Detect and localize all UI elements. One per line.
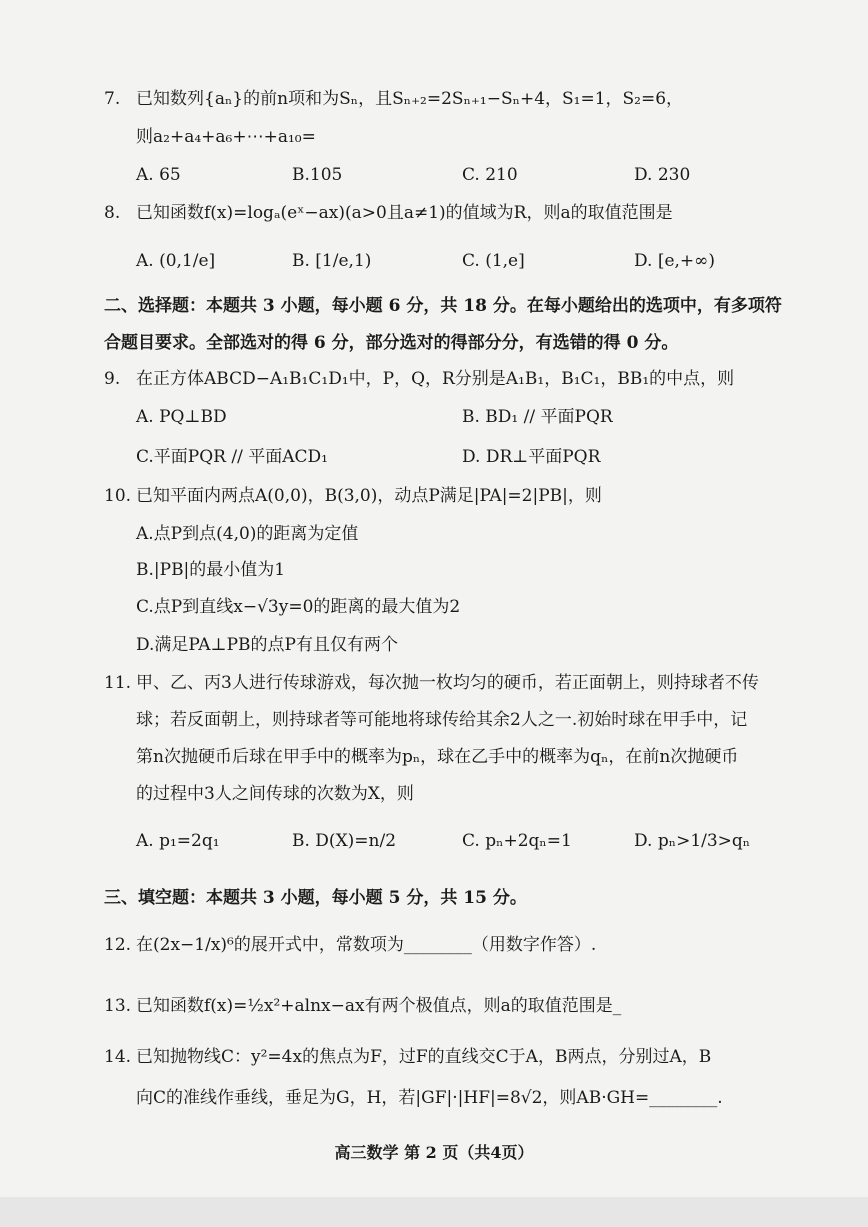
question-11-option-b: B. D(X)=n/2	[292, 831, 397, 851]
section-2-heading: 二、选择题：本题共 3 小题，每小题 6 分，共 18 分。在每小题给出的选项中，有多项符	[104, 296, 782, 316]
question-11-text-2: 球；若反面朝上，则持球者等可能地将球传给其余2人之一.初始时球在甲手中，记	[136, 710, 748, 730]
question-14-text: 已知抛物线C：y²=4x的焦点为F，过F的直线交C于A，B两点，分别过A，B	[136, 1047, 712, 1067]
question-11-text: 甲、乙、丙3人进行传球游戏，每次抛一枚均匀的硬币，若正面朝上，则持球者不传	[136, 673, 759, 693]
question-10-option-c: C.点P到直线x−√3y=0的距离的最大值为2	[136, 597, 461, 617]
question-7-option-b: B.105	[292, 165, 343, 185]
question-10-number: 10.	[104, 486, 132, 506]
question-11-text-4: 的过程中3人之间传球的次数为X，则	[136, 784, 414, 804]
section-2-heading-2: 合题目要求。全部选对的得 6 分，部分选对的得部分分，有选错的得 0 分。	[104, 333, 679, 353]
question-11-option-d: D. pₙ>1/3>qₙ	[634, 831, 751, 851]
question-11-text-3: 第n次抛硬币后球在甲手中的概率为pₙ，球在乙手中的概率为qₙ，在前n次抛硬币	[136, 747, 739, 767]
question-14-text-2: 向C的准线作垂线，垂足为G，H，若|GF|·|HF|=8√2，则AB·GH=________.	[136, 1088, 723, 1108]
question-7-text-2: 则a₂+a₄+a₆+⋯+a₁₀=	[136, 127, 316, 147]
question-10-text: 已知平面内两点A(0,0)，B(3,0)，动点P满足|PA|=2|PB|，则	[136, 486, 602, 506]
question-13-text: 已知函数f(x)=½x²+alnx−ax有两个极值点，则a的取值范围是_	[136, 996, 622, 1016]
question-8-option-d: D. [e,+∞)	[634, 251, 715, 271]
question-10-option-b: B.|PB|的最小值为1	[136, 560, 286, 580]
question-9-number: 9.	[104, 369, 121, 389]
question-7-option-d: D. 230	[634, 165, 691, 185]
question-7-text: 已知数列{aₙ}的前n项和为Sₙ，且Sₙ₊₂=2Sₙ₊₁−Sₙ+4，S₁=1，S₂=6，	[136, 89, 684, 109]
question-9-option-b: B. BD₁ // 平面PQR	[462, 407, 613, 427]
question-13-number: 13.	[104, 996, 132, 1016]
question-8-text: 已知函数f(x)=logₐ(eˣ−ax)(a>0且a≠1)的值域为R，则a的取值范围是	[136, 203, 673, 223]
question-8-number: 8.	[104, 203, 121, 223]
question-9-option-d: D. DR⊥平面PQR	[462, 447, 601, 467]
question-11-option-a: A. p₁=2q₁	[136, 831, 220, 851]
scan-edge	[0, 1197, 868, 1227]
question-11-number: 11.	[104, 673, 132, 693]
page-footer: 高三数学 第 2 页（共4页）	[334, 1143, 534, 1162]
question-9-option-a: A. PQ⊥BD	[136, 407, 227, 427]
section-3-heading: 三、填空题：本题共 3 小题，每小题 5 分，共 15 分。	[104, 888, 527, 908]
question-8-option-b: B. [1/e,1)	[292, 251, 372, 271]
question-7-option-c: C. 210	[462, 165, 518, 185]
question-8-option-c: C. (1,e]	[462, 251, 525, 271]
question-7-option-a: A. 65	[136, 165, 181, 185]
question-9-text: 在正方体ABCD−A₁B₁C₁D₁中，P，Q，R分别是A₁B₁，B₁C₁，BB₁的中点，则	[136, 369, 735, 389]
question-7-number: 7.	[104, 89, 121, 109]
question-10-option-d: D.满足PA⊥PB的点P有且仅有两个	[136, 635, 398, 655]
question-12-text: 在(2x−1/x)⁶的展开式中，常数项为________（用数字作答）.	[136, 935, 597, 955]
question-11-option-c: C. pₙ+2qₙ=1	[462, 831, 572, 851]
question-9-option-c: C.平面PQR // 平面ACD₁	[136, 447, 328, 467]
question-12-number: 12.	[104, 935, 132, 955]
question-14-number: 14.	[104, 1047, 132, 1067]
question-8-option-a: A. (0,1/e]	[136, 251, 216, 271]
question-10-option-a: A.点P到点(4,0)的距离为定值	[136, 524, 359, 544]
